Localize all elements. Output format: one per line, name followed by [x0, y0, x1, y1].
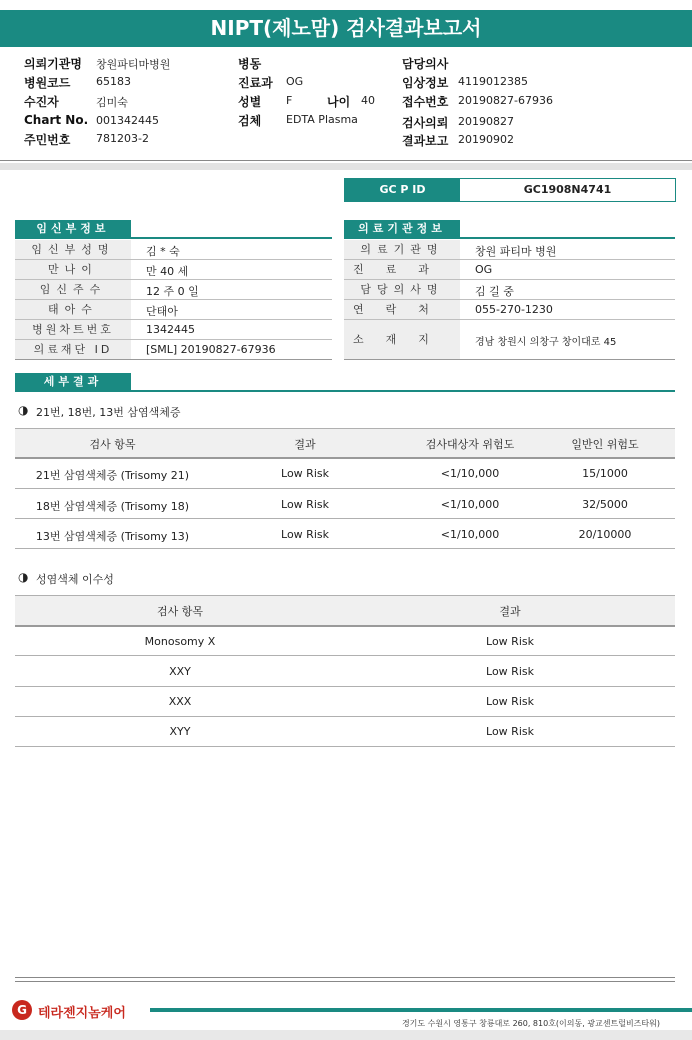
divider-band	[0, 163, 692, 170]
institution-label: 의료기관명	[344, 240, 460, 259]
institution-value: 김 길 중	[475, 285, 514, 298]
header-label: 의뢰기관명	[24, 57, 82, 71]
header-value: 781203-2	[96, 132, 149, 145]
footer-accent-strip	[150, 1008, 692, 1012]
report-title: NIPT(제노맘) 검사결과보고서	[0, 10, 692, 47]
institution-value: 경남 창원시 의창구 창이대로 45	[475, 337, 617, 348]
header-label: 검사의뢰	[402, 116, 449, 130]
table-line	[15, 428, 675, 429]
table-cell: Low Risk	[281, 467, 329, 480]
patient-label: 병원차트번호	[15, 320, 131, 339]
header-label: 병원코드	[24, 76, 71, 90]
table-cell: Low Risk	[281, 528, 329, 541]
results-section-title: 세부결과	[15, 373, 131, 391]
gcp-id-label: GC P ID	[345, 179, 460, 201]
table-cell: Low Risk	[486, 695, 534, 708]
table-cell: XXY	[169, 665, 191, 678]
table-line	[15, 686, 675, 687]
table-line	[15, 488, 675, 489]
table-line	[15, 518, 675, 519]
footer-band	[0, 1030, 692, 1040]
header-label: Chart No.	[24, 113, 89, 127]
table-cell: 20/10000	[578, 528, 632, 541]
patient-label: 만나이	[15, 260, 131, 279]
column-header: 결과	[499, 605, 521, 618]
section-underline	[344, 237, 675, 239]
table-cell: 18번 삼염색체증 (Trisomy 18)	[35, 500, 190, 513]
header-label: 병동	[238, 57, 262, 71]
footer-divider	[15, 981, 675, 982]
institution-label: 연락처	[344, 300, 460, 319]
header-label: 임상정보	[402, 76, 449, 90]
table-line	[15, 655, 675, 656]
header-label: 검체	[238, 114, 262, 128]
patient-label: 임신주수	[15, 280, 131, 299]
table-cell: 32/5000	[582, 498, 628, 511]
institution-section-title: 의료기관정보	[344, 220, 460, 238]
age-value: 40	[361, 94, 375, 107]
column-header: 결과	[294, 438, 316, 451]
table-line	[15, 548, 675, 549]
header-label: 수진자	[24, 95, 59, 109]
header-value: EDTA Plasma	[286, 113, 358, 126]
trisomy-heading: 21번, 18번, 13번 삼염색체증	[36, 406, 181, 419]
row-divider	[344, 359, 675, 360]
company-address: 경기도 수원시 영통구 창룡대로 260, 810호(이의동, 광교센트럴비즈타워)	[401, 1019, 660, 1028]
company-logo-icon: G	[12, 1000, 32, 1020]
patient-label: 임신부성명	[15, 240, 131, 259]
header-value: 20190827-67936	[458, 94, 553, 107]
patient-value: 김 * 숙	[146, 245, 180, 258]
patient-value: 만 40 세	[146, 265, 189, 278]
column-header: 검사 항목	[89, 438, 136, 451]
row-divider	[15, 359, 332, 360]
header-value: 김미숙	[96, 96, 128, 109]
header-label: 진료과	[238, 76, 273, 90]
header-value: 창원파티마병원	[96, 58, 171, 71]
institution-value: OG	[475, 263, 493, 276]
table-line	[15, 595, 675, 596]
institution-value: 창원 파티마 병원	[475, 245, 557, 258]
patient-value: [SML] 20190827-67936	[146, 343, 276, 356]
header-value: 65183	[96, 75, 131, 88]
institution-label: 진료과	[344, 260, 460, 279]
table-line	[15, 746, 675, 747]
header-label: 접수번호	[402, 95, 449, 109]
institution-label: 담당의사명	[344, 280, 460, 299]
table-cell: XYY	[169, 725, 191, 738]
table-cell: <1/10,000	[440, 498, 500, 511]
header-label: 결과보고	[402, 134, 449, 148]
gcp-id-value: GC1908N4741	[523, 183, 612, 196]
header-value: 4119012385	[458, 75, 528, 88]
institution-value: 055-270-1230	[475, 303, 553, 316]
institution-label: 소재지	[344, 320, 460, 359]
patient-value: 12 주 0 일	[146, 285, 199, 298]
table-cell: <1/10,000	[440, 528, 500, 541]
table-cell: Low Risk	[281, 498, 329, 511]
company-logo: 테라젠지놈케어	[38, 1006, 126, 1021]
table-line	[15, 716, 675, 717]
half-circle-icon: ◑	[18, 403, 29, 417]
header-value: F	[286, 94, 293, 107]
section-underline	[15, 390, 675, 392]
gcp-id-box	[344, 178, 676, 202]
column-header: 검사대상자 위험도	[425, 438, 515, 451]
table-cell: XXX	[168, 695, 192, 708]
header-value: OG	[286, 75, 304, 88]
section-underline	[15, 237, 332, 239]
header-label: 담당의사	[402, 57, 449, 71]
table-line	[15, 625, 675, 627]
table-cell: 21번 삼염색체증 (Trisomy 21)	[35, 469, 190, 482]
table-cell: 15/1000	[582, 467, 628, 480]
header-value: 20190827	[458, 115, 514, 128]
table-cell: 13번 삼염색체증 (Trisomy 13)	[35, 530, 190, 543]
header-label: 주민번호	[24, 133, 71, 147]
patient-value: 1342445	[146, 323, 195, 336]
table-cell: Low Risk	[486, 725, 534, 738]
table-cell: <1/10,000	[440, 467, 500, 480]
table-cell: Low Risk	[486, 635, 534, 648]
age-label: 나이	[327, 95, 351, 109]
table-line	[15, 457, 675, 459]
patient-section-title: 임신부정보	[15, 220, 131, 238]
column-header: 검사 항목	[156, 605, 203, 618]
patient-value: 단태아	[146, 305, 178, 318]
header-value: 20190902	[458, 133, 514, 146]
table-cell: Monosomy X	[144, 635, 216, 648]
patient-label: 의료재단 ID	[15, 340, 131, 359]
header-label: 성별	[238, 95, 262, 109]
header-value: 001342445	[96, 114, 159, 127]
footer-divider	[15, 977, 675, 978]
divider	[0, 160, 692, 161]
half-circle-icon: ◑	[18, 570, 29, 584]
patient-label: 태아수	[15, 300, 131, 319]
sex-chromosome-heading: 성염색체 이수성	[36, 573, 114, 586]
column-header: 일반인 위험도	[571, 438, 639, 451]
table-cell: Low Risk	[486, 665, 534, 678]
